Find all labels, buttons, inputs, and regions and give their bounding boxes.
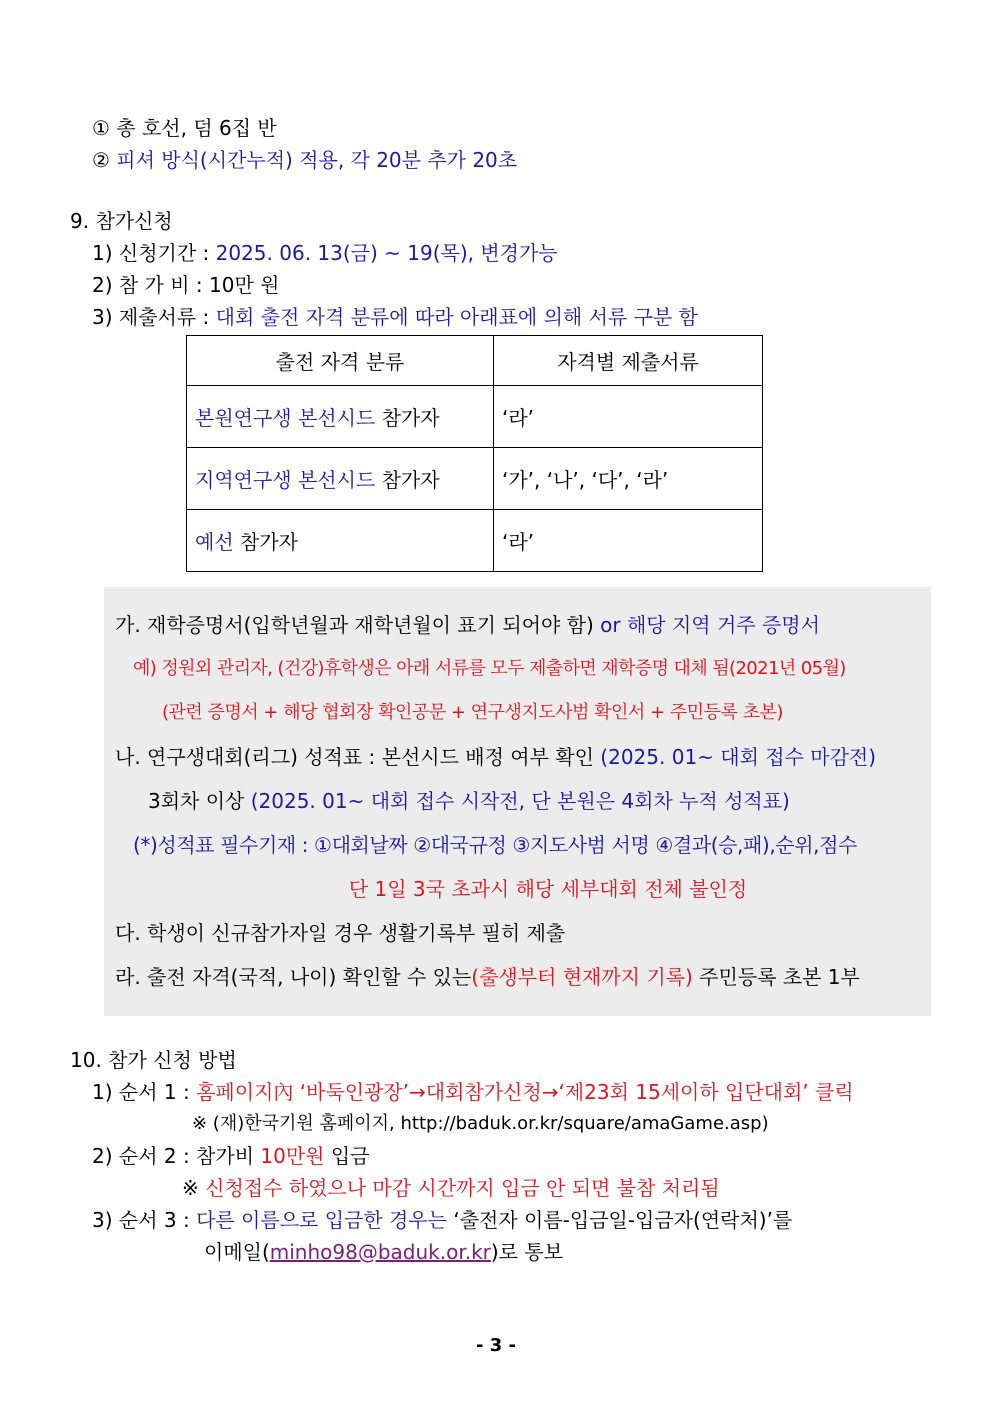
fee-value: 10만 원 — [209, 273, 280, 297]
table-row — [187, 509, 763, 571]
step-2-note — [182, 1175, 720, 1201]
category-name: 지역연구생 본선시드 — [195, 467, 376, 492]
table-header-row — [187, 336, 763, 386]
note-ra-doc: 주민등록 초본 1부 — [699, 965, 860, 989]
category-name: 예선 — [195, 529, 234, 554]
application-period — [92, 240, 558, 266]
table-header-category: 출전 자격 분류 — [187, 336, 494, 386]
note-ra — [115, 964, 860, 990]
table-cell-documents: ‘가’, ‘나’, ‘다’, ‘라’ — [494, 447, 763, 509]
step-3-label: 3) 순서 3 : — [92, 1208, 190, 1232]
step-1-label: 1) 순서 1 : — [92, 1080, 190, 1104]
step-2-note-text: 신청접수 하였으나 마감 시간까지 입금 안 되면 불참 처리됨 — [205, 1176, 720, 1200]
note-na-rounds-text: 3회차 이상 — [148, 789, 245, 813]
note-na-period: (2025. 01~ 대회 접수 마감전) — [600, 745, 877, 769]
step-3-email-line — [204, 1239, 563, 1265]
entry-fee — [92, 272, 279, 298]
note-na-rounds — [148, 788, 790, 814]
step-1 — [92, 1079, 854, 1105]
rule-time-text: 피셔 방식(시간누적) 적용, 각 20분 추가 20초 — [116, 148, 518, 172]
step-3 — [92, 1207, 792, 1233]
period-value: 2025. 06. 13(금) ~ 19(목), 변경가능 — [215, 241, 558, 265]
table-row — [187, 447, 763, 509]
docs-label: 3) 제출서류 : — [92, 305, 210, 329]
note-ga — [115, 612, 820, 638]
email-link[interactable]: minho98@baduk.or.kr — [269, 1240, 491, 1264]
note-na-rounds-period: (2025. 01~ 대회 접수 시작전, 단 본원은 4회차 누적 성적표) — [250, 789, 790, 813]
note-na-required-fields: (*)성적표 필수기재 : ①대회날짜 ②대국규정 ③지도사범 서명 ④결과(승,패),순위,점수 — [133, 833, 857, 857]
rule-komi: ① 총 호선, 덤 6집 반 — [92, 116, 277, 140]
qualification-table — [186, 335, 763, 572]
required-documents — [92, 304, 698, 330]
table-header-documents: 자격별 제출서류 — [494, 336, 763, 386]
table-cell-documents: ‘라’ — [494, 509, 763, 571]
note-ga-alt: or 해당 지역 거주 증명서 — [600, 613, 820, 637]
step-3-condition: 다른 이름으로 입금한 경우는 — [196, 1208, 447, 1232]
category-suffix: 참가자 — [381, 405, 440, 430]
table-cell-documents: ‘라’ — [494, 385, 763, 447]
email-prefix: 이메일( — [204, 1240, 270, 1264]
note-ga-text: 가. 재학증명서(입학년월과 재학년월이 표기 되어야 함) — [115, 613, 594, 637]
rule-number: ② — [92, 148, 110, 172]
note-ga-exception-docs: (관련 증명서 + 해당 협회장 확인공문 + 연구생지도사범 확인서 + 주민등록 초본) — [162, 702, 783, 723]
note-da: 다. 학생이 신규참가자일 경우 생활기록부 필히 제출 — [115, 921, 566, 945]
category-name: 본원연구생 본선시드 — [195, 405, 376, 430]
table-cell-category — [187, 509, 494, 571]
period-label: 1) 신청기간 : — [92, 241, 210, 265]
note-ra-record: (출생부터 현재까지 기록) — [471, 965, 693, 989]
email-suffix: )로 통보 — [490, 1240, 564, 1264]
section-10-title: 10. 참가 신청 방법 — [70, 1048, 237, 1072]
note-na-text: 나. 연구생대회(리그) 성적표 : 본선시드 배정 여부 확인 — [115, 745, 594, 769]
note-na — [115, 744, 876, 770]
step-2 — [92, 1143, 369, 1169]
table-row — [187, 385, 763, 447]
section-9-title: 9. 참가신청 — [70, 209, 173, 233]
note-ga-exception: 예) 정원외 관리자, (건강)휴학생은 아래 서류를 모두 제출하면 재학증명 대체 됨(2021년 05월) — [133, 658, 846, 679]
step-2-label: 2) 순서 2 : 참가비 — [92, 1144, 255, 1168]
step-2-amount: 10만원 — [260, 1144, 325, 1168]
table-cell-category — [187, 447, 494, 509]
rule-time-control — [92, 147, 517, 173]
note-ra-text: 라. 출전 자격(국적, 나이) 확인할 수 있는 — [115, 965, 472, 989]
step-1-note: ※ (재)한국기원 홈페이지, http://baduk.or.kr/square/amaGame.asp) — [192, 1113, 769, 1134]
step-1-value: 홈페이지內 ‘바둑인광장’→대회참가신청→‘제23회 15세이하 입단대회’ 클릭 — [196, 1080, 854, 1104]
note-na-warning: 단 1일 3국 초과시 해당 세부대회 전체 불인정 — [348, 877, 748, 901]
page-number: - 3 - — [476, 1335, 516, 1356]
fee-label: 2) 참 가 비 : — [92, 273, 203, 297]
step-2-tail: 입금 — [330, 1144, 370, 1168]
docs-value: 대회 출전 자격 분류에 따라 아래표에 의해 서류 구분 함 — [215, 305, 698, 329]
category-suffix: 참가자 — [381, 467, 440, 492]
table-cell-category — [187, 385, 494, 447]
note-mark: ※ — [182, 1176, 199, 1200]
category-suffix: 참가자 — [240, 529, 298, 554]
step-3-format: ‘출전자 이름-입금일-입금자(연락처)’를 — [453, 1208, 793, 1232]
